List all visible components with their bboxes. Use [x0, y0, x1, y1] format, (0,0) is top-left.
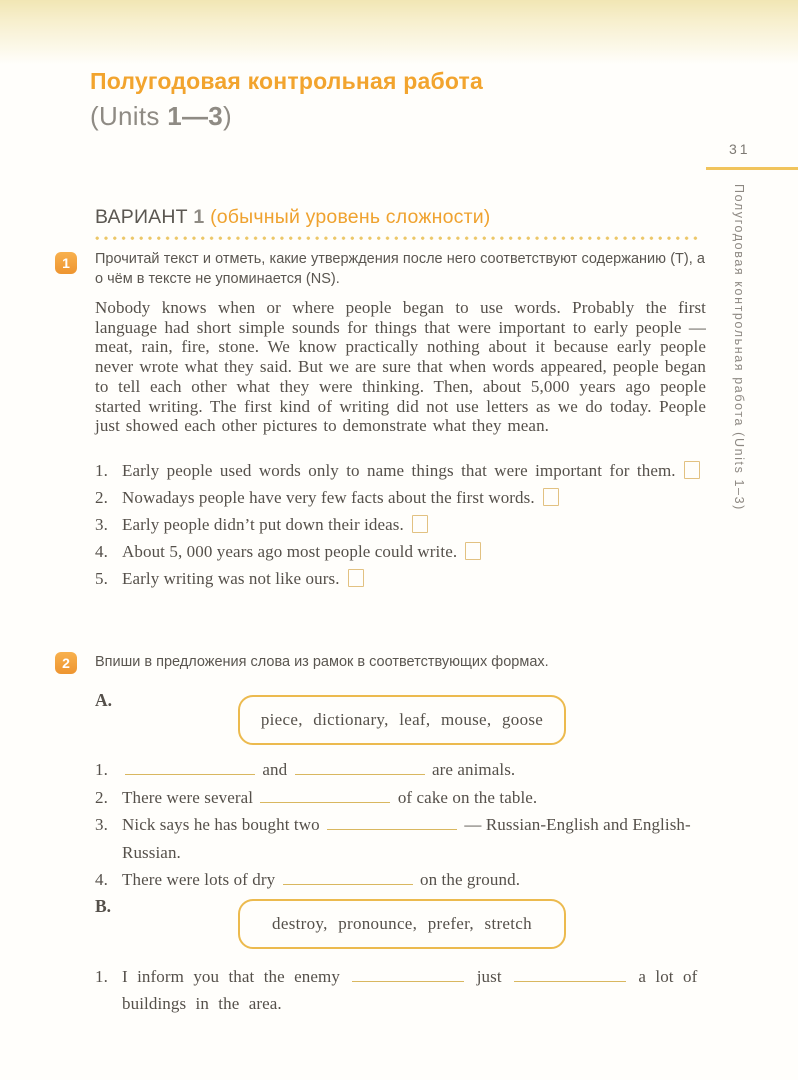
word-box-a: [238, 695, 566, 745]
item-segment: a lot of buildings in the area.: [122, 967, 698, 1013]
task2-number-badge: 2: [55, 652, 77, 674]
item-segment: are animals.: [431, 760, 516, 779]
word-box-b: [238, 899, 566, 949]
fill-in-row: [95, 964, 702, 1017]
word-box-b-words: destroy, pronounce, prefer, stretch: [272, 914, 532, 933]
variant-number: 1: [193, 206, 205, 228]
statement-row: [95, 458, 706, 484]
answer-checkbox[interactable]: [412, 515, 428, 533]
statement-number: 2.: [95, 488, 108, 507]
item-text: [122, 866, 706, 894]
fill-in-row: [95, 756, 706, 784]
statement-text: Early writing was not like ours.: [122, 569, 340, 588]
section-b-label: B.: [95, 896, 112, 916]
word-box-a-words: piece, dictionary, leaf, mouse, goose: [260, 710, 544, 729]
answer-checkbox[interactable]: [465, 542, 481, 560]
page-title: Полугодовая контрольная работа: [90, 68, 483, 94]
answer-checkbox[interactable]: [543, 488, 559, 506]
item-number: 3.: [95, 815, 108, 834]
section-b-items: [95, 964, 702, 1017]
statement-number: 5.: [95, 569, 108, 588]
item-segment: and: [262, 760, 288, 779]
statement-text-wrap: [122, 485, 706, 511]
statement-text-wrap: [122, 458, 706, 484]
variant-level: (обычный уровень сложности): [204, 206, 491, 228]
fill-in-row: [95, 784, 706, 812]
section-a-items: [95, 756, 706, 894]
task2-instruction: Впиши в предложения слова из рамок в соответствующих формах.: [95, 654, 549, 670]
units-subtitle: [90, 101, 232, 132]
item-segment: There were lots of dry: [122, 870, 276, 889]
fill-in-row: [95, 811, 706, 866]
fill-blank[interactable]: [283, 870, 413, 885]
fill-blank[interactable]: [295, 760, 425, 775]
dotted-divider: [95, 236, 701, 242]
statement-number: 3.: [95, 515, 108, 534]
page-top-tint: [0, 0, 798, 68]
statement-row: [95, 485, 706, 511]
fill-in-row: [95, 866, 706, 894]
statement-row: [95, 512, 706, 538]
item-segment: There were several: [122, 787, 254, 807]
item-segment: on the ground.: [419, 870, 521, 889]
statement-row: [95, 566, 706, 592]
statement-text: Early people didn’t put down their ideas.: [122, 515, 404, 534]
fill-blank[interactable]: [260, 787, 390, 802]
item-text: [122, 964, 702, 1017]
item-number: 4.: [95, 870, 108, 889]
statements-list: [95, 458, 706, 593]
statement-number: 4.: [95, 542, 108, 561]
section-a-label: A.: [95, 690, 113, 710]
fill-blank[interactable]: [352, 967, 464, 982]
statement-text: About 5, 000 years ago most people could write.: [122, 542, 458, 561]
page-number: 31: [729, 141, 751, 157]
fill-blank[interactable]: [125, 760, 255, 775]
statement-text-wrap: [122, 539, 706, 565]
answer-checkbox[interactable]: [684, 461, 700, 479]
sidebar-vertical-title: Полугодовая контрольная работа (Units 1–3): [732, 184, 746, 511]
item-segment: of cake on the table.: [397, 787, 538, 807]
variant-heading: [95, 206, 491, 229]
item-segment: just: [476, 967, 502, 986]
item-text: [122, 784, 706, 812]
page-number-rule: [706, 167, 798, 170]
statement-text: Early people used words only to name things that were important for them.: [122, 461, 676, 480]
item-segment: — Russian-English and English-Russian.: [122, 815, 691, 862]
item-text: [122, 756, 706, 784]
fill-blank[interactable]: [327, 815, 457, 830]
item-text: [122, 811, 706, 866]
statement-number: 1.: [95, 461, 108, 480]
task1-number-badge: 1: [55, 252, 77, 274]
item-segment: Nick says he has bought two: [122, 815, 320, 834]
statement-text-wrap: [122, 512, 706, 538]
units-prefix: (Units: [90, 101, 168, 131]
units-number: 1—3: [167, 101, 224, 131]
item-segment: I inform you that the enemy: [122, 967, 340, 986]
units-suffix: ): [223, 101, 233, 131]
answer-checkbox[interactable]: [348, 569, 364, 587]
statement-row: [95, 539, 706, 565]
item-number: 2.: [95, 787, 108, 807]
task1-instruction: Прочитай текст и отметь, какие утверждения после него соответствуют содержанию (T), а о чём в тексте не упоминается (NS).: [95, 251, 705, 287]
fill-blank[interactable]: [514, 967, 626, 982]
statement-text: Nowadays people have very few facts about the first words.: [122, 488, 535, 507]
item-number: 1.: [95, 967, 108, 986]
statement-text-wrap: [122, 566, 706, 592]
variant-word: ВАРИАНТ: [95, 206, 194, 228]
reading-passage: Nobody knows when or where people began to use words. Probably the first language had short simple sounds for things that were important to early people — meat, rain, fire, stone. We know practically nothing about it because early people never wrote what they said. But we are sure that when words appeared, people began to tell each other what they were thinking. Then, about 5,000 years ago people started writing. The first kind of writing did not use letters as we do today. People just showed each other pictures to demonstrate what they mean.: [95, 298, 706, 436]
item-number: 1.: [95, 760, 108, 779]
